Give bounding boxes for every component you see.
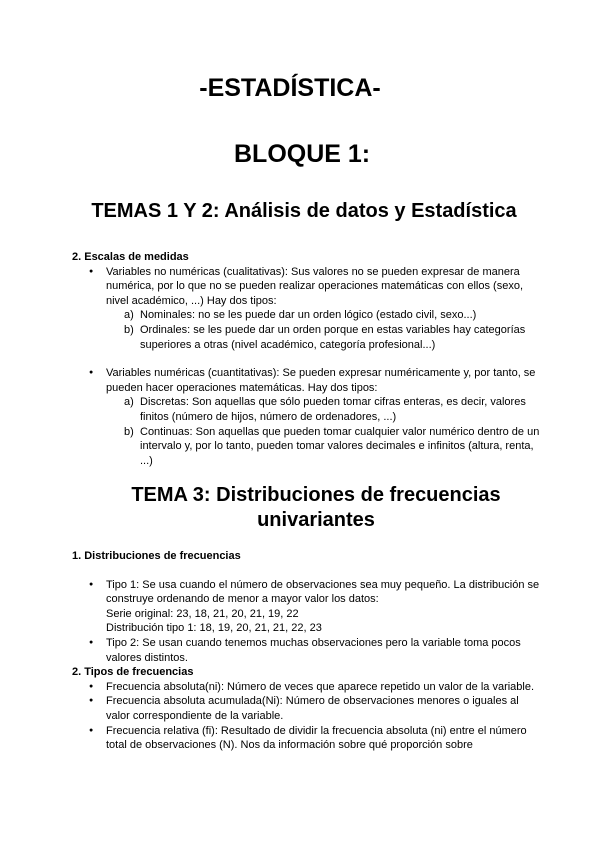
list-item: ● Frecuencia absoluta(ni): Número de veces que aparece repetido un valor de la variable. [72, 680, 542, 695]
section-heading: 2. Tipos de frecuencias [72, 666, 194, 679]
list-item: ● Tipo 2: Se usan cuando tenemos muchas observaciones pero la variable toma pocos valores distintos. [72, 636, 542, 665]
document-title: -ESTADÍSTICA- [199, 74, 381, 102]
section-heading: 1. Distribuciones de frecuencias [72, 550, 241, 562]
bullet-list [72, 680, 542, 753]
bullet-list [72, 366, 542, 468]
list-item: ● Variables no numéricas (cualitativas): Sus valores no se pueden expresar de manera numérica, por lo que no se pueden realizar operaciones matemáticas con ellos (sexo, nivel académico, ...) Hay dos tipos: a) Nominales: no se les puede dar un orden lógico (estado civil, sexo...) b) Ordinales: se les puede dar un orden porque en estas variables hay categorías superiores a otras (nivel académico, categoría profesional...) [72, 265, 542, 353]
list-item: ● Frecuencia relativa (fi): Resultado de dividir la frecuencia absoluta (ni) entre el número total de observaciones (N). Nos da información sobre qué proporción sobre [72, 724, 542, 753]
section-heading: 2. Escalas de medidas [72, 251, 189, 263]
list-item: ● Frecuencia absoluta acumulada(Ni): Número de observaciones menores o iguales al valor correspondiente de la variable. [72, 694, 542, 723]
bullet-list [72, 265, 542, 353]
sub-item: a) Discretas: Son aquellas que sólo pueden tomar cifras enteras, es decir, valores finitos (número de hijos, número de ordenadores, ...) [124, 396, 526, 423]
sub-item: a) Nominales: no se les puede dar un orden lógico (estado civil, sexo...) [124, 309, 477, 322]
section-escalas [72, 250, 542, 468]
list-item: ● Variables numéricas (cuantitativas): Se pueden expresar numéricamente y, por tanto, se pueden hacer operaciones matemáticas. Hay dos tipos: a) Discretas: Son aquellas que sólo pueden tomar cifras enteras, es decir, valores finitos (número de hijos, número de ordenadores, ...) b) Continuas: Son aquellas que pueden tomar cualquier valor numérico dentro de un intervalo y, por lo tanto, pueden tomar valores decimales e infinitos (altura, renta, ...) [72, 366, 542, 468]
temas-1-2-heading: TEMAS 1 Y 2: Análisis de datos y Estadística [91, 200, 517, 222]
block-heading: BLOQUE 1: [234, 140, 371, 168]
sub-item: b) Continuas: Son aquellas que pueden tomar cualquier valor numérico dentro de un intervalo y, por lo tanto, pueden tomar valores decimales e infinitos (altura, renta, ...) [124, 425, 540, 467]
list-item: ● Tipo 1: Se usa cuando el número de observaciones sea muy pequeño. La distribución se construye ordenando de menor a mayor valor los datos: Serie original: 23, 18, 21, 20, 21, 19, 22 Distribución tipo 1: 18, 19, 20, 21, 21, 22, 23 [72, 578, 542, 636]
sub-list [106, 395, 542, 468]
bullet-list [72, 578, 542, 666]
sub-list [106, 308, 542, 352]
tema-3-heading: TEMA 3: Distribuciones de frecuencias univariantes [131, 484, 501, 531]
sub-item: b) Ordinales: se les puede dar un orden porque en estas variables hay categorías superiores a otras (nivel académico, categoría profesional...) [124, 323, 526, 351]
section-distribuciones [72, 549, 542, 753]
